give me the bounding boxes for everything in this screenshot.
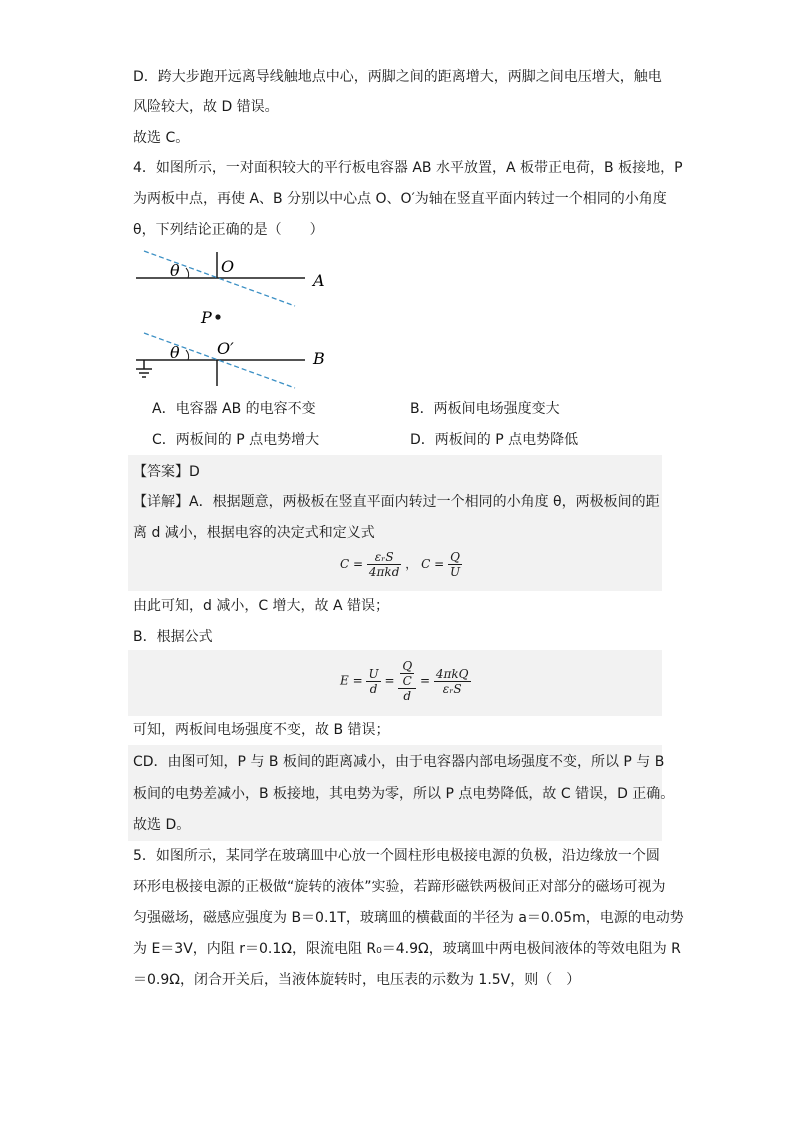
q4-stem-line2: 为两板中点，再使 A、B 分别以中心点 O、O′为轴在竖直平面内转过一个相同的小角度 [133,191,667,207]
q4-detail-line5: 可知，两板间电场强度不变，故 B 错误； [133,722,390,738]
label-a: A [313,271,325,290]
q4-option-c: C．两板间的 P 点电势增大 [152,432,320,448]
q4-detail-line1: 【详解】A．根据题意，两极板在竖直平面内转过一个相同的小角度 θ，两极板间的距 [133,494,660,510]
label-o: O [221,257,235,276]
capacitor-diagram [130,248,340,390]
formula-capacitance: C = $\frac{\text{εᵣS}}{\text{4πkd}}$ ， C = $\frac{Q}{U}$ [340,550,461,579]
q5-stem-line2: 环形电极接电源的正极做“旋转的液体”实验，若蹄形磁铁两极间正对部分的磁场可视为 [133,879,666,895]
q4-option-d: D．两板间的 P 点电势降低 [410,432,579,448]
q5-stem-line4: 为 E＝3V，内阻 r＝0.1Ω，限流电阻 R₀＝4.9Ω，玻璃皿中两电极间液体的等效电阻为 R [133,941,681,957]
q4-stem-line3: θ，下列结论正确的是（ ） [133,222,324,238]
q3-option-d-line2: 风险较大，故 D 错误。 [133,99,279,115]
q4-stem-line1: 4．如图所示，一对面积较大的平行板电容器 AB 水平放置，A 板带正电荷，B 板接地，P [133,160,683,176]
q4-option-a: A．电容器 AB 的电容不变 [152,401,316,417]
theta-arc-bottom [186,350,189,360]
q4-conclusion: 故选 D。 [133,817,191,833]
q4-option-b: B．两板间电场强度变大 [410,401,560,417]
q4-detail-line2: 离 d 减小，根据电容的决定式和定义式 [133,525,375,541]
label-o-prime: O′ [217,339,234,358]
q4-answer: 【答案】D [133,464,200,480]
theta-arc-top [186,268,189,278]
q4-detail-line6: CD．由图可知，P 与 B 板间的距离减小，由于电容器内部电场强度不变，所以 P 与 B [133,754,665,770]
label-theta-bottom: θ [170,343,180,362]
q4-detail-line3: 由此可知，d 减小，C 增大，故 A 错误； [133,598,390,614]
label-theta-top: θ [170,261,180,280]
q4-detail-line7: 板间的电势差减小，B 板接地，其电势为零，所以 P 点电势降低，故 C 错误，D 正确。 [133,786,675,802]
label-p: P [201,308,212,327]
q5-stem-line3: 匀强磁场，磁感应强度为 B＝0.1T，玻璃皿的横截面的半径为 a＝0.05m，电源的电动势 [133,910,684,926]
q4-detail-line4: B．根据公式 [133,629,213,645]
q5-stem-line1: 5．如图所示，某同学在玻璃皿中心放一个圆柱形电极接电源的负极，沿边缘放一个圆 [133,848,660,864]
formula-field-strength: E = $\frac{U}{d}$ = $\frac{\frac{Q}{C}}{d}$ = $\frac{\text{4πkQ}}{\text{εᵣS}}$ [340,659,469,703]
q3-conclusion: 故选 C。 [133,130,190,146]
label-b: B [313,349,325,368]
q3-option-d-line1: D．跨大步跑开远离导线触地点中心，两脚之间的距离增大，两脚之间电压增大，触电 [133,69,662,85]
point-p-dot [215,314,220,319]
q5-stem-line5: ＝0.9Ω，闭合开关后，当液体旋转时，电压表的示数为 1.5V，则（ ） [133,972,581,988]
